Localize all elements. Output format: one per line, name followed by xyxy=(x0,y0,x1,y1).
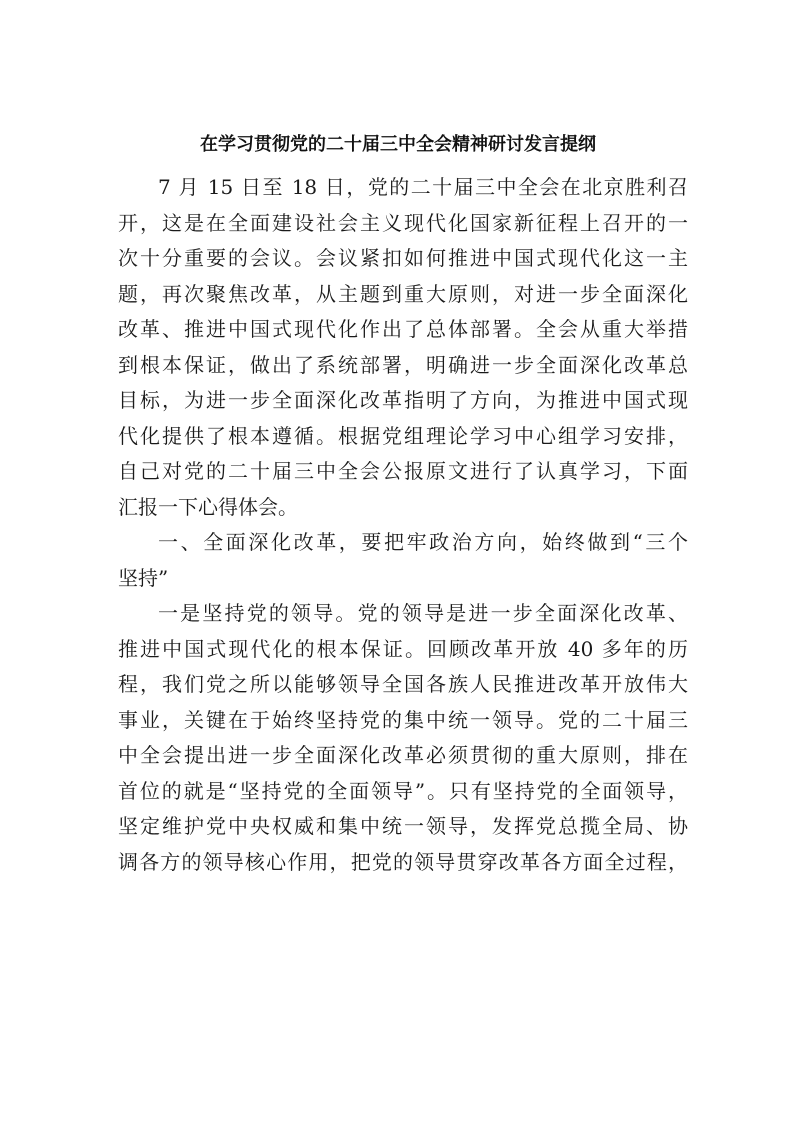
text-line: 自己对党的二十届三中全会公报原文进行了认真学习，下面 xyxy=(118,459,688,483)
text-line: 一、全面深化改革，要把牢政治方向，始终做到“三个 xyxy=(158,530,688,554)
text-line: 改革、推进中国式现代化作出了总体部署。全会从重大举措 xyxy=(118,317,688,341)
text-line: 推进中国式现代化的根本保证。回顾改革开放 40 多年的历 xyxy=(118,636,688,661)
text-line: 事业，关键在于始终坚持党的集中统一领导。党的二十届三 xyxy=(118,707,688,732)
text-line: 调各方的领导核心作用，把党的领导贯穿改革各方面全过程， xyxy=(118,849,688,874)
text-line: 程，我们党之所以能够领导全国各族人民推进改革开放伟大 xyxy=(118,672,688,696)
text-line: 次十分重要的会议。会议紧扣如何推进中国式现代化这一主 xyxy=(118,246,688,270)
document-body xyxy=(118,170,688,880)
text-line: 题，再次聚焦改革，从主题到重大原则，对进一步全面深化 xyxy=(118,281,688,306)
document-title: 在学习贯彻党的二十届三中全会精神研讨发言提纲 xyxy=(200,134,596,155)
text-line: 一是坚持党的领导。党的领导是进一步全面深化改革、 xyxy=(158,601,688,625)
text-line: 坚定维护党中央权威和集中统一领导，发挥党总揽全局、协 xyxy=(118,814,688,838)
text-line: 开，这是在全面建设社会主义现代化国家新征程上召开的一 xyxy=(118,210,688,235)
text-line: 7 月 15 日至 18 日，党的二十届三中全会在北京胜利召 xyxy=(158,175,688,199)
text-line: 汇报一下心得体会。 xyxy=(118,494,298,519)
text-line: 坚持” xyxy=(118,565,169,590)
text-line: 中全会提出进一步全面深化改革必须贯彻的重大原则，排在 xyxy=(118,743,688,767)
text-line: 首位的就是“坚持党的全面领导”。只有坚持党的全面领导， xyxy=(118,778,688,803)
text-line: 到根本保证，做出了系统部署，明确进一步全面深化改革总 xyxy=(118,352,688,377)
text-line: 目标，为进一步全面深化改革指明了方向，为推进中国式现 xyxy=(118,388,688,412)
text-line: 代化提供了根本遵循。根据党组理论学习中心组学习安排， xyxy=(118,423,688,448)
